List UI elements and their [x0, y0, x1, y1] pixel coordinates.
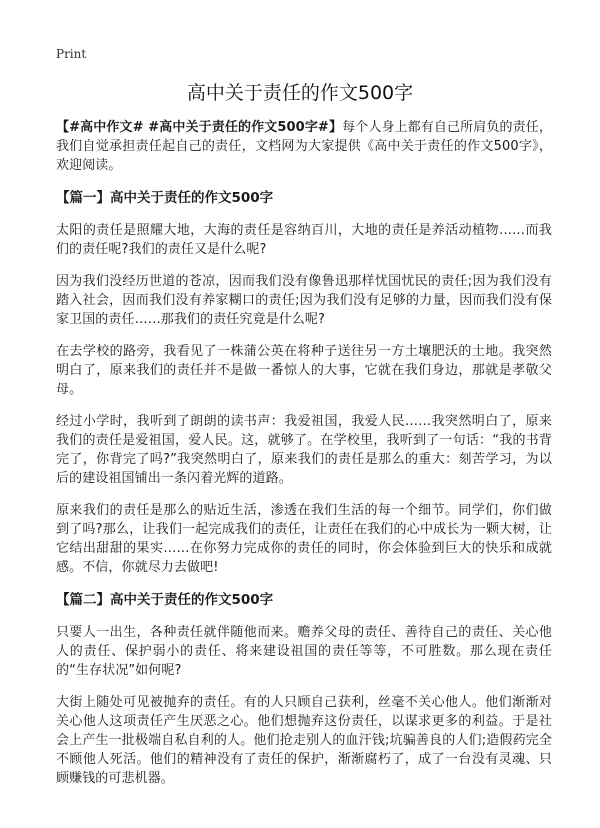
intro-paragraph	[56, 118, 552, 175]
paragraph: 经过小学时，我听到了朗朗的读书声：我爱祖国，我爱人民……我突然明白了，原来我们的责任是爱祖国，爱人民。这，就够了。在学校里，我听到了一句话：“我的书背完了，你背完了吗?”我突然明白了，原来我们的责任是那么的重大：刻苦学习，为以后的建设祖国铺出一条闪着光辉的道路。	[56, 414, 552, 486]
paragraph: 只要人一出生，各种责任就伴随他而来。赡养父母的责任、善待自己的责任、关心他人的责任、保护弱小的责任、将来建设祖国的责任等等，不可胜数。那么现在责任的“生存状况”如何呢?	[56, 625, 552, 678]
paragraph: 因为我们没经历世道的苍凉，因而我们没有像鲁迅那样忧国忧民的责任;因为我们没有踏入社会，因而我们没有养家糊口的责任;因为我们没有足够的力量，因而我们没有保家卫国的责任……那我们的责任究竟是什么呢?	[56, 274, 552, 327]
print-label: Print	[56, 47, 87, 61]
page-title: 高中关于责任的作文500字	[186, 82, 414, 104]
article-body	[56, 118, 552, 801]
section-heading: 【篇一】高中关于责任的作文500字	[56, 190, 274, 206]
paragraph: 太阳的责任是照耀大地，大海的责任是容纳百川，大地的责任是养活动植物……而我们的责任呢?我们的责任又是什么呢?	[56, 223, 552, 257]
intro-tag: 【#高中作文# #高中关于责任的作文500字#】	[56, 120, 343, 135]
section-heading: 【篇二】高中关于责任的作文500字	[56, 592, 274, 608]
paragraph: 大街上随处可见被抛弃的责任。有的人只顾自己获利，丝毫不关心他人。他们渐渐对关心他人这项责任产生厌恶之心。他们想抛弃这份责任，以谋求更多的利益。于是社会上产生一批极端自私自利的人。他们抢走别人的血汗钱;坑骗善良的人们;造假药完全不顾他人死活。他们的精神没有了责任的保护，渐渐腐朽了，成了一台没有灵魂、只顾赚钱的可悲机器。	[56, 695, 552, 786]
intro-text: 每个人身上都有自己所肩负的责任，我们自觉承担责任起自己的责任，文档网为大家提供《高中关于责任的作文500字》，欢迎阅读。	[56, 120, 552, 173]
paragraph: 原来我们的责任是那么的贴近生活，渗透在我们生活的每一个细节。同学们，你们做到了吗?那么，让我们一起完成我们的责任，让责任在我们的心中成长为一颗大树，让它结出甜甜的果实……在你努力完成你的责任的同时，你会体验到巨大的快乐和成就感。不信，你就尽力去做吧!	[56, 503, 552, 575]
paragraph: 在去学校的路旁，我看见了一株蒲公英在将种子送往另一方土壤肥沃的土地。我突然明白了，原来我们的责任并不是做一番惊人的大事，它就在我们身边，那就是孝敬父母。	[56, 344, 552, 397]
